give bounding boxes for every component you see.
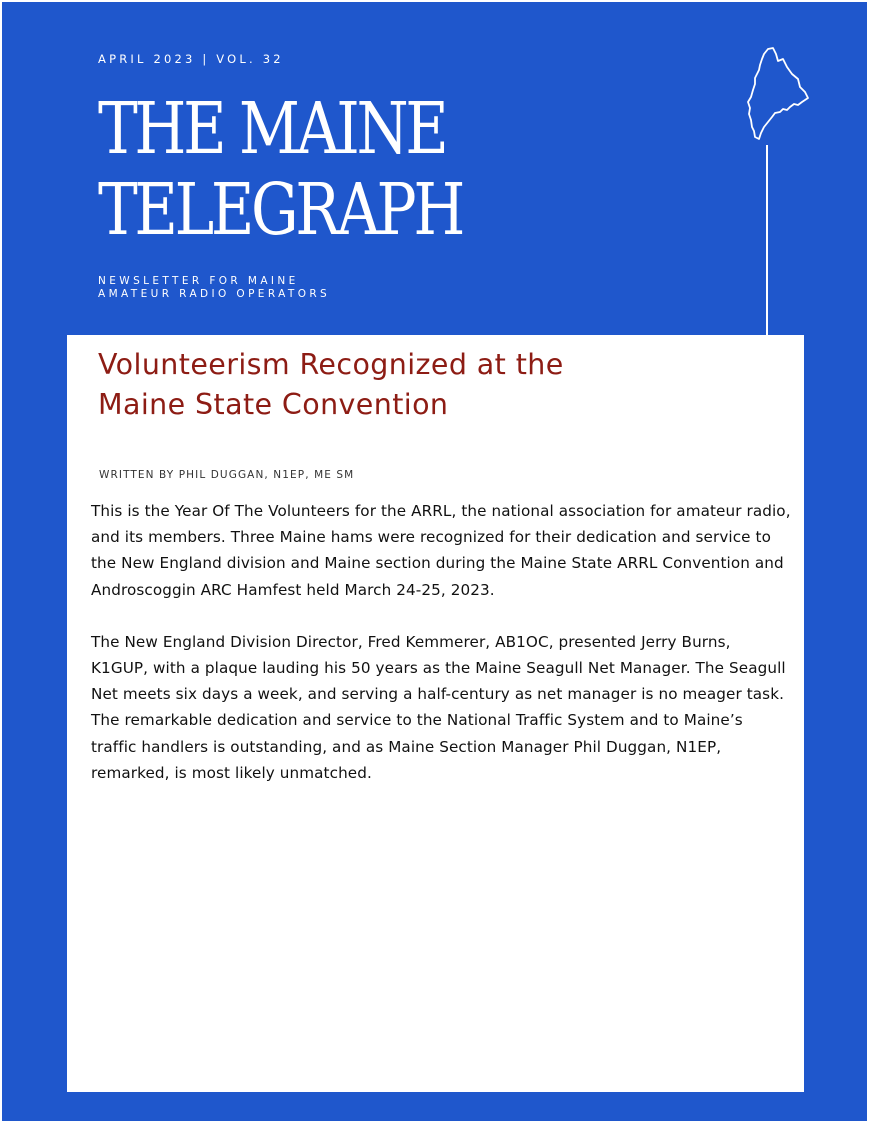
article-body: [91, 498, 791, 812]
article-panel: [67, 335, 804, 1092]
article-paragraph-1: This is the Year Of The Volunteers for the ARRL, the national association for amateur radio, and its members. Three Maine hams were recognized for their dedication and service to the New England division and Maine section during the Maine State ARRL Convention and Androscoggin ARC Hamfest held March 24-25, 2023.: [91, 502, 791, 599]
article-byline: WRITTEN BY PHIL DUGGAN, N1EP, ME SM: [99, 469, 355, 481]
masthead-title-line-1: THE MAINE: [98, 87, 446, 170]
issue-date-volume: APRIL 2023 | VOL. 32: [98, 52, 284, 66]
tagline-line-1: NEWSLETTER FOR MAINE: [98, 275, 299, 287]
masthead-title: [98, 88, 462, 250]
newsletter-page: [2, 2, 867, 1121]
article-headline: [98, 345, 778, 425]
article-paragraph-2: The New England Division Director, Fred Kemmerer, AB1OC, presented Jerry Burns, K1GUP, with a plaque lauding his 50 years as the Maine Seagull Net Manager. The Seagull Net meets six days a week, and serving a half-century as net manager is no meager task. The remarkable dedication and service to the National Traffic System and to Maine’s traffic handlers is outstanding, and as Maine Section Manager Phil Duggan, N1EP, remarked, is most likely unmatched.: [91, 632, 786, 782]
masthead-tagline: [98, 275, 330, 301]
masthead-title-line-2: TELEGRAPH: [98, 168, 462, 251]
headline-line-1: Volunteerism Recognized at the: [98, 348, 564, 381]
tagline-line-2: AMATEUR RADIO OPERATORS: [98, 288, 331, 300]
maine-map-outline-icon: [742, 47, 810, 145]
decorative-vertical-line: [766, 145, 768, 337]
headline-line-2: Maine State Convention: [98, 388, 449, 421]
